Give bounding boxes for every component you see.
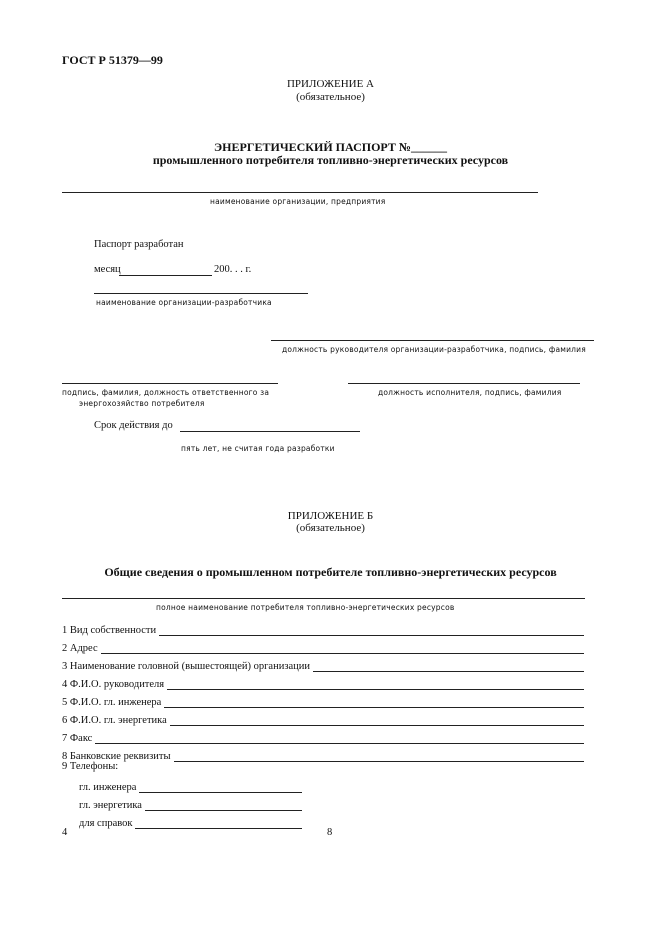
- appendix-b-heading: ПРИЛОЖЕНИЕ Б: [287, 510, 374, 522]
- list-item[interactable]: [79, 800, 302, 811]
- developer-organization-field[interactable]: [94, 293, 308, 294]
- document-id: ГОСТ Р 51379—99: [62, 53, 163, 67]
- list-item[interactable]: [62, 715, 584, 726]
- phone-inquiries-label: для справок: [79, 818, 133, 829]
- list-item[interactable]: [79, 782, 302, 793]
- fax-label: 7 Факс: [62, 733, 93, 744]
- year-label: 200. . . г.: [214, 264, 252, 275]
- passport-title: ЭНЕРГЕТИЧЕСКИЙ ПАСПОРТ №______: [214, 140, 447, 154]
- chief-engineer-name-field[interactable]: [164, 697, 584, 708]
- address-field[interactable]: [101, 643, 584, 654]
- list-item[interactable]: [62, 697, 584, 708]
- responsible-caption-line2: энергохозяйство потребителя: [79, 399, 205, 408]
- list-item[interactable]: [62, 733, 584, 744]
- general-info-title: Общие сведения о промышленном потребителе топливно-энергетических ресурсов: [104, 565, 557, 579]
- chief-power-engineer-name-field[interactable]: [170, 715, 584, 726]
- phone-chief-engineer-field[interactable]: [139, 782, 302, 793]
- consumer-full-name-field[interactable]: [62, 598, 585, 599]
- head-signature-field[interactable]: [271, 340, 594, 341]
- list-item[interactable]: [62, 661, 584, 672]
- appendix-a-note: (обязательное): [296, 91, 365, 103]
- organization-name-field[interactable]: [62, 192, 538, 193]
- month-label: месяц: [94, 264, 121, 275]
- validity-date-field[interactable]: [180, 431, 360, 432]
- developed-label: Паспорт разработан: [94, 239, 184, 250]
- validity-label: Срок действия до: [94, 420, 173, 431]
- bank-details-field[interactable]: [174, 751, 584, 762]
- parent-organization-label: 3 Наименование головной (вышестоящей) организации: [62, 661, 310, 672]
- validity-caption: пять лет, не считая года разработки: [181, 444, 335, 453]
- developer-organization-caption: наименование организации-разработчика: [96, 298, 272, 307]
- executor-signature-field[interactable]: [348, 383, 580, 384]
- phones-label: 9 Телефоны:: [62, 761, 119, 772]
- executor-caption: должность исполнителя, подпись, фамилия: [378, 388, 562, 397]
- chief-power-engineer-name-label: 6 Ф.И.О. гл. энергетика: [62, 715, 167, 726]
- phone-chief-power-engineer-label: гл. энергетика: [79, 800, 142, 811]
- address-label: 2 Адрес: [62, 643, 98, 654]
- phone-chief-engineer-label: гл. инженера: [79, 782, 137, 793]
- appendix-a-heading: ПРИЛОЖЕНИЕ А: [286, 78, 374, 90]
- chief-engineer-name-label: 5 Ф.И.О. гл. инженера: [62, 697, 162, 708]
- phone-inquiries-field[interactable]: [135, 818, 302, 829]
- ownership-field[interactable]: [159, 625, 584, 636]
- list-item[interactable]: [62, 625, 584, 636]
- appendix-b-note: (обязательное): [296, 522, 365, 534]
- list-item[interactable]: [62, 643, 584, 654]
- director-name-field[interactable]: [167, 679, 584, 690]
- responsible-caption-line1: подпись, фамилия, должность ответственного за: [62, 388, 270, 397]
- head-signature-caption: должность руководителя организации-разработчика, подпись, фамилия: [282, 345, 586, 354]
- list-item[interactable]: [62, 679, 584, 690]
- bank-details-label: 8 Банковские реквизиты: [62, 751, 171, 762]
- month-field[interactable]: [119, 275, 212, 276]
- ownership-label: 1 Вид собственности: [62, 625, 157, 636]
- organization-name-caption: наименование организации, предприятия: [210, 197, 386, 206]
- page-number-left: 4: [62, 827, 68, 838]
- phone-chief-power-engineer-field[interactable]: [145, 800, 302, 811]
- parent-organization-field[interactable]: [313, 661, 584, 672]
- responsible-signature-field[interactable]: [62, 383, 278, 384]
- director-name-label: 4 Ф.И.О. руководителя: [62, 679, 165, 690]
- consumer-full-name-caption: полное наименование потребителя топливно-энергетических ресурсов: [156, 603, 455, 612]
- passport-subtitle: промышленного потребителя топливно-энергетических ресурсов: [152, 153, 509, 167]
- fax-field[interactable]: [95, 733, 584, 744]
- list-item[interactable]: [79, 818, 302, 829]
- list-item[interactable]: [62, 751, 584, 762]
- page-number-center: 8: [327, 827, 333, 838]
